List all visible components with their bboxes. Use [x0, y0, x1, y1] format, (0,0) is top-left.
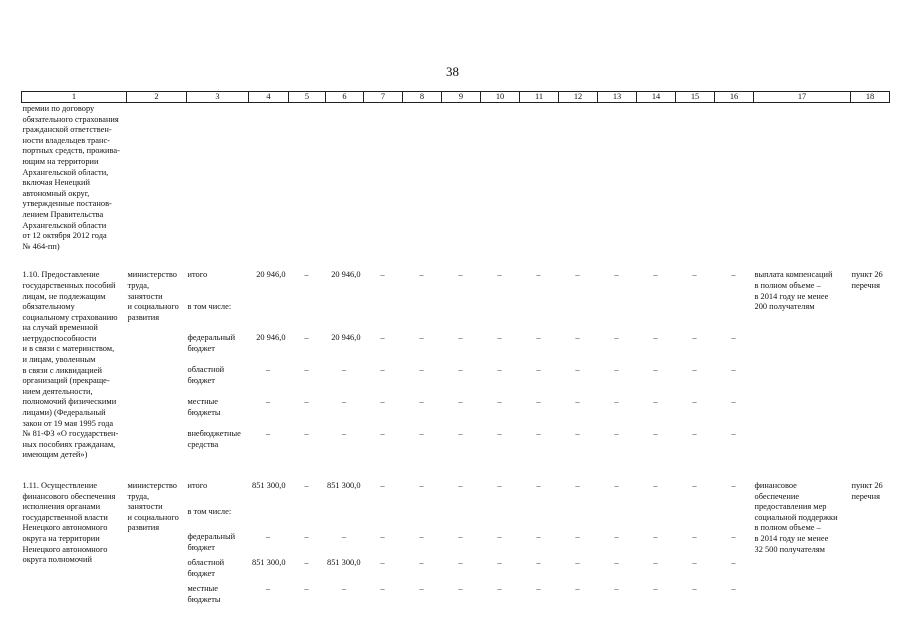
- item_111-value-v6: –: [341, 584, 347, 593]
- item_110-value-col10: –: [497, 397, 502, 406]
- item_111-value-col12: –: [575, 558, 580, 567]
- item_111-value-col13: –: [614, 558, 619, 567]
- item_110-value-col10: –: [497, 365, 502, 375]
- item_110-reference: [851, 270, 890, 461]
- item_110-value-col13: –: [614, 270, 619, 280]
- item_110-name-line: № 81-ФЗ «О государствен-: [22, 429, 119, 439]
- item_110-name-line: в связи с ликвидацией: [22, 365, 102, 375]
- item_111-source: [187, 481, 249, 507]
- item_110-source-line: средства: [187, 439, 219, 449]
- item_111-value-col8: [403, 507, 442, 533]
- item_110-source-line: бюджеты: [187, 407, 221, 417]
- item_110-value-col8: –: [419, 270, 424, 280]
- item_111-executor-line: и социального: [127, 512, 179, 522]
- item_110-value-col7: –: [380, 270, 385, 280]
- item_110-value-col7: –: [380, 365, 385, 375]
- item_111-value-col8: –: [419, 558, 424, 567]
- item_110-executor-line: развития: [127, 312, 160, 322]
- item_110-source-line: в том числе:: [187, 301, 232, 311]
- item_110-value-v4: [249, 302, 289, 333]
- item_110-source-line: внебюджетные: [187, 428, 241, 438]
- item_111-executor-line: занятости: [127, 502, 163, 512]
- item_110-source-line: бюджет: [187, 375, 215, 385]
- item_110-value-col13: [598, 302, 637, 333]
- item_110-value-col8: –: [419, 365, 424, 375]
- item_111-value-col16: [715, 507, 754, 533]
- item_110-value-v4: –: [265, 428, 271, 438]
- item_110-name-line: закон от 19 мая 1995 года: [22, 418, 114, 428]
- item_110-value-col15: –: [692, 365, 697, 375]
- item_111-value-v4: –: [265, 584, 271, 593]
- item_111-name-line: Ненецкого автономного: [22, 523, 108, 533]
- column-number-18: 18: [851, 92, 890, 103]
- item_110-value-col13: –: [614, 428, 619, 438]
- item_110-value-v6: –: [341, 365, 347, 375]
- item_111-name-line: округа полномочий: [22, 555, 92, 565]
- item_111-value-col11: –: [536, 584, 541, 593]
- item_111-name-line: исполнения органами: [22, 502, 101, 512]
- column-number-8: 8: [403, 92, 442, 103]
- item_111-result-line: предоставления мер: [754, 502, 827, 512]
- item_111-name-line: финансового обеспечения: [22, 491, 116, 501]
- item_110-value-v4: 20 946,0: [256, 270, 286, 280]
- item_111-source-line: в том числе:: [187, 506, 232, 516]
- item_110-value-col8: –: [419, 397, 424, 406]
- item_111-value-v5: –: [304, 481, 309, 490]
- item_110-name-line: ных пособиях гражданам,: [22, 439, 116, 449]
- continuation-text-line: гражданской ответствен-: [22, 125, 112, 135]
- item_110-executor-line: министерство: [127, 270, 177, 280]
- item_111-value-col9: –: [458, 584, 463, 593]
- continuation-text-line: премии по договору: [22, 104, 95, 113]
- item_110-value-col15: –: [692, 270, 697, 280]
- continuation-text-line: № 464-пп): [22, 241, 60, 251]
- item_111-value-col9: –: [458, 481, 463, 490]
- column-number-4: 4: [249, 92, 289, 103]
- item_111-result-line: 32 500 получателям: [754, 544, 825, 554]
- item_111-value-col9: –: [458, 558, 463, 567]
- continuation-text-line: обязательного страхования: [22, 114, 119, 124]
- item_110-reference-line: пункт 26: [851, 270, 883, 280]
- item_110-source-line: местные: [187, 397, 218, 406]
- item_110-name-line: и лицам, уволенным: [22, 355, 96, 365]
- item_111-value-col14: –: [653, 584, 658, 593]
- item_111-source-line: итого: [187, 481, 208, 490]
- item_110-value-col13: –: [614, 333, 619, 343]
- item_110-executor-line: занятости: [127, 291, 163, 301]
- item_110-value-col14: –: [653, 428, 658, 438]
- item_111-value-col8: –: [419, 532, 424, 541]
- continuation-text-line: Архангельской области,: [22, 167, 109, 177]
- item_110-source: [187, 302, 249, 333]
- item_111-value-v6: 851 300,0: [327, 481, 361, 490]
- item_111-row-0: [22, 481, 890, 507]
- column-number-row: [22, 92, 890, 103]
- item_111-value-col10: –: [497, 558, 502, 567]
- item_110-value-col15: –: [692, 397, 697, 406]
- item_110-value-col14: –: [653, 397, 658, 406]
- item_110-value-v5: –: [304, 365, 309, 375]
- item_111-value-v4: –: [265, 532, 271, 541]
- item_111-value-col11: –: [536, 481, 541, 490]
- item_110-value-v5: –: [304, 397, 309, 406]
- item_110-value-col12: –: [575, 428, 580, 438]
- item_110-value-col16: –: [731, 397, 736, 406]
- item_110-name-line: полномочий физическими: [22, 397, 117, 407]
- item_111-executor-line: министерство: [127, 481, 177, 490]
- item_110-value-col15: –: [692, 428, 697, 438]
- page-number: 38: [446, 64, 459, 79]
- item_111-value-col7: [364, 507, 403, 533]
- item_111-value-col16: –: [731, 584, 736, 593]
- item_110-name-line: 1.10. Предоставление: [22, 270, 100, 280]
- item_111-value-col8: –: [419, 584, 424, 593]
- item_110-source: [187, 397, 249, 429]
- item_111-result-line: финансовое: [754, 481, 797, 490]
- item_110-value-col9: –: [458, 428, 463, 438]
- item_110-result-line: выплата компенсаций: [754, 270, 833, 280]
- item_110-executor-line: и социального: [127, 302, 179, 312]
- item_110-value-col8: –: [419, 333, 424, 343]
- item_111-reference-line: пункт 26: [851, 481, 883, 490]
- column-number-6: 6: [326, 92, 364, 103]
- item_110-value-col11: –: [536, 428, 541, 438]
- item_111-name-line: 1.11. Осуществление: [22, 481, 98, 490]
- item_111-value-col11: –: [536, 532, 541, 541]
- item_111-value-col12: –: [575, 481, 580, 490]
- item_110-value-v6: [326, 302, 364, 333]
- item_111-value-col13: –: [614, 584, 619, 593]
- item_111-value-v5: –: [304, 584, 309, 593]
- item_110-value-col11: [520, 302, 559, 333]
- item_110-value-v6: 20 946,0: [331, 270, 361, 280]
- item_111-value-col11: [520, 507, 559, 533]
- item_110-value-col10: –: [497, 333, 502, 343]
- item_111-value-col7: –: [380, 584, 385, 593]
- program-table: [21, 91, 890, 610]
- item_111-value-col15: –: [692, 584, 697, 593]
- item_110-value-col12: –: [575, 333, 580, 343]
- item_110-value-col8: [403, 302, 442, 333]
- item_110-name-line: и в связи с материнством,: [22, 344, 115, 354]
- item_111-value-col8: –: [419, 481, 424, 490]
- item_110-value-col12: –: [575, 270, 580, 280]
- item_111-value-col9: [442, 507, 481, 533]
- item_110-result-line: в 2014 году не менее: [754, 291, 829, 301]
- item_110-result-line: 200 получателям: [754, 302, 815, 312]
- item_111-value-col10: –: [497, 584, 502, 593]
- column-number-9: 9: [442, 92, 481, 103]
- item_110-value-col9: –: [458, 365, 463, 375]
- item_110-source: [187, 429, 249, 461]
- item_110-value-col7: [364, 302, 403, 333]
- item_110-name-line: социальному страхованию: [22, 312, 118, 322]
- item_111-value-col14: –: [653, 481, 658, 490]
- item_110-value-col15: [676, 302, 715, 333]
- item_111-value-col12: –: [575, 584, 580, 593]
- item_110-value-col12: [559, 302, 598, 333]
- item_110-value-v5: –: [304, 270, 309, 280]
- item_110-result: [754, 270, 851, 461]
- item_110-value-v5: –: [304, 428, 309, 438]
- column-number-12: 12: [559, 92, 598, 103]
- item_110-value-v4: 20 946,0: [256, 333, 286, 343]
- item_111-value-col10: –: [497, 481, 502, 490]
- item_111-value-col13: –: [614, 532, 619, 541]
- item_110-source: [187, 333, 249, 365]
- continuation-text-line: портных средств, прожива-: [22, 146, 120, 156]
- item_111-value-col7: –: [380, 532, 385, 541]
- item_111-result-line: в 2014 году не менее: [754, 533, 829, 543]
- item_110-result-line: в полном объеме –: [754, 280, 821, 290]
- continuation-text: [22, 103, 127, 253]
- item_111-value-v4: 851 300,0: [252, 558, 286, 567]
- item_110-value-col13: –: [614, 365, 619, 375]
- item_110-value-col9: –: [458, 397, 463, 406]
- item_111-value-col16: –: [731, 532, 736, 541]
- item_111-value-col13: –: [614, 481, 619, 490]
- item_110-value-col14: –: [653, 270, 658, 280]
- item_110-name-line: обязательному: [22, 302, 75, 312]
- item_110-value-col12: –: [575, 397, 580, 406]
- item_111-source-line: федеральный: [187, 532, 236, 541]
- item_111-value-v6: –: [341, 532, 347, 541]
- item_111-value-col10: –: [497, 532, 502, 541]
- item_110-name-line: имеющим детей»): [22, 450, 88, 460]
- continuation-text-line: утвержденные постанов-: [22, 199, 112, 209]
- item_110-value-col10: [481, 302, 520, 333]
- item_111-value-v5: –: [304, 558, 309, 567]
- item_110-name-line: государственных пособий: [22, 280, 116, 290]
- item_111-result: [754, 481, 851, 610]
- item_110-name-line: организаций (прекраще-: [22, 376, 110, 386]
- item_110-value-col16: [715, 302, 754, 333]
- item_110-name-line: лицам, не подлежащим: [22, 291, 106, 301]
- item_110-executor: [127, 270, 187, 461]
- column-number-3: 3: [187, 92, 249, 103]
- column-number-16: 16: [715, 92, 754, 103]
- item_111-value-v5: –: [304, 532, 309, 541]
- column-number-7: 7: [364, 92, 403, 103]
- item_110-value-col16: –: [731, 365, 736, 375]
- item_110-value-col13: –: [614, 397, 619, 406]
- item_111-value-col14: [637, 507, 676, 533]
- item_110-value-col16: –: [731, 333, 736, 343]
- item_110-value-col16: –: [731, 270, 736, 280]
- item_111-value-col10: [481, 507, 520, 533]
- item_111-source: [187, 558, 249, 584]
- item_110-value-col9: –: [458, 270, 463, 280]
- item_110-source-line: бюджет: [187, 343, 215, 353]
- item_111-value-col15: –: [692, 481, 697, 490]
- item_110-value-v5: –: [304, 333, 309, 343]
- item_110-value-col14: [637, 302, 676, 333]
- item_110-value-v6: –: [341, 428, 347, 438]
- item_111-result-line: обеспечение: [754, 491, 800, 501]
- item_111-name-line: Ненецкого автономного: [22, 544, 108, 554]
- item_111-executor-line: развития: [127, 523, 160, 533]
- item_110-value-col11: –: [536, 270, 541, 280]
- item_110-name-line: нетрудоспособности: [22, 333, 97, 343]
- item_110-source: [187, 270, 249, 301]
- item_111-source-line: бюджеты: [187, 594, 221, 604]
- continuation-text-line: ющим на территории: [22, 156, 99, 166]
- item_110-value-col16: –: [731, 428, 736, 438]
- column-number-17: 17: [754, 92, 851, 103]
- item_110-executor-line: труда,: [127, 280, 150, 290]
- column-number-10: 10: [481, 92, 520, 103]
- item_110-source: [187, 365, 249, 397]
- item_110-source-line: итого: [187, 270, 208, 280]
- item_110-value-col11: –: [536, 397, 541, 406]
- item_110-value-v6: –: [341, 397, 347, 406]
- continuation-text-line: автономный округ,: [22, 188, 90, 198]
- item_110-name-line: нием деятельности,: [22, 386, 93, 396]
- item_111-value-col11: –: [536, 558, 541, 567]
- continuation-text-line: Архангельской области: [22, 220, 107, 230]
- item_110-value-v4: –: [265, 365, 271, 375]
- item_110-row-0: [22, 270, 890, 301]
- item_110-value-col14: –: [653, 365, 658, 375]
- item_111-name-line: округа на территории: [22, 533, 100, 543]
- column-number-11: 11: [520, 92, 559, 103]
- item_111-value-v5: [289, 507, 326, 533]
- continuation-text-line: от 12 октября 2012 года: [22, 231, 107, 241]
- column-number-14: 14: [637, 92, 676, 103]
- item_110-value-col15: –: [692, 333, 697, 343]
- item_111-result-line: социальной поддержки: [754, 512, 838, 522]
- item_111-value-col12: –: [575, 532, 580, 541]
- continuation-text-line: лением Правительства: [22, 209, 104, 219]
- item_111-value-col15: –: [692, 558, 697, 567]
- item_111-result-line: в полном объеме –: [754, 523, 821, 533]
- item_111-value-col16: –: [731, 558, 736, 567]
- item_110-value-col11: –: [536, 333, 541, 343]
- item_110-source-line: областной: [187, 365, 225, 375]
- item_110-value-col8: –: [419, 428, 424, 438]
- item_111-value-v4: 851 300,0: [252, 481, 286, 490]
- item_111-source: [187, 507, 249, 533]
- item_110-value-col10: –: [497, 428, 502, 438]
- item_110-value-col14: –: [653, 333, 658, 343]
- item_111-value-col15: –: [692, 532, 697, 541]
- column-number-15: 15: [676, 92, 715, 103]
- item_111-value-col9: –: [458, 532, 463, 541]
- item_111-source: [187, 532, 249, 558]
- item_110-name-line: лицами) (Федеральный: [22, 408, 106, 418]
- item_111-value-col12: [559, 507, 598, 533]
- item_111-value-col15: [676, 507, 715, 533]
- item_111-value-v6: [326, 507, 364, 533]
- item_111-value-col7: –: [380, 481, 385, 490]
- column-number-13: 13: [598, 92, 637, 103]
- item_110-value-col9: [442, 302, 481, 333]
- item_110-reference-line: перечня: [851, 280, 880, 290]
- continuation-text-line: включая Ненецкий: [22, 178, 90, 188]
- item_110-value-col7: –: [380, 397, 385, 406]
- item_110-value-v5: [289, 302, 326, 333]
- item_110-value-col10: –: [497, 270, 502, 280]
- item_111-source-line: бюджет: [187, 568, 215, 578]
- item_111-name-line: государственной власти: [22, 512, 108, 522]
- item_111-name: [22, 481, 127, 610]
- column-number-2: 2: [127, 92, 187, 103]
- item_110-source-line: федеральный: [187, 333, 236, 343]
- item_111-executor-line: труда,: [127, 491, 150, 501]
- item_111-reference-line: перечня: [851, 491, 880, 501]
- column-number-5: 5: [289, 92, 326, 103]
- item_111-value-col13: [598, 507, 637, 533]
- item_110-value-col7: –: [380, 428, 385, 438]
- item_111-value-col14: –: [653, 532, 658, 541]
- item_111-value-v6: 851 300,0: [327, 558, 361, 567]
- item_110-name: [22, 270, 127, 461]
- item_111-value-v4: [249, 507, 289, 533]
- item_111-source: [187, 584, 249, 610]
- item_110-value-col11: –: [536, 365, 541, 375]
- item_110-name-line: на случай временной: [22, 323, 98, 333]
- column-number-1: 1: [22, 92, 127, 103]
- item_110-value-col9: –: [458, 333, 463, 343]
- item_111-value-col7: –: [380, 558, 385, 567]
- item_110-value-v6: 20 946,0: [331, 333, 361, 343]
- item_110-value-v4: –: [265, 397, 271, 406]
- continuation-text-line: ности владельцев транс-: [22, 135, 110, 145]
- item_110-value-col12: –: [575, 365, 580, 375]
- item_111-reference: [851, 481, 890, 610]
- item_111-value-col16: –: [731, 481, 736, 490]
- item_111-executor: [127, 481, 187, 610]
- continuation-row: [22, 103, 890, 253]
- item_111-source-line: бюджет: [187, 542, 215, 552]
- item_111-source-line: областной: [187, 558, 225, 567]
- item_110-value-col7: –: [380, 333, 385, 343]
- item_111-value-col14: –: [653, 558, 658, 567]
- item_111-source-line: местные: [187, 584, 218, 593]
